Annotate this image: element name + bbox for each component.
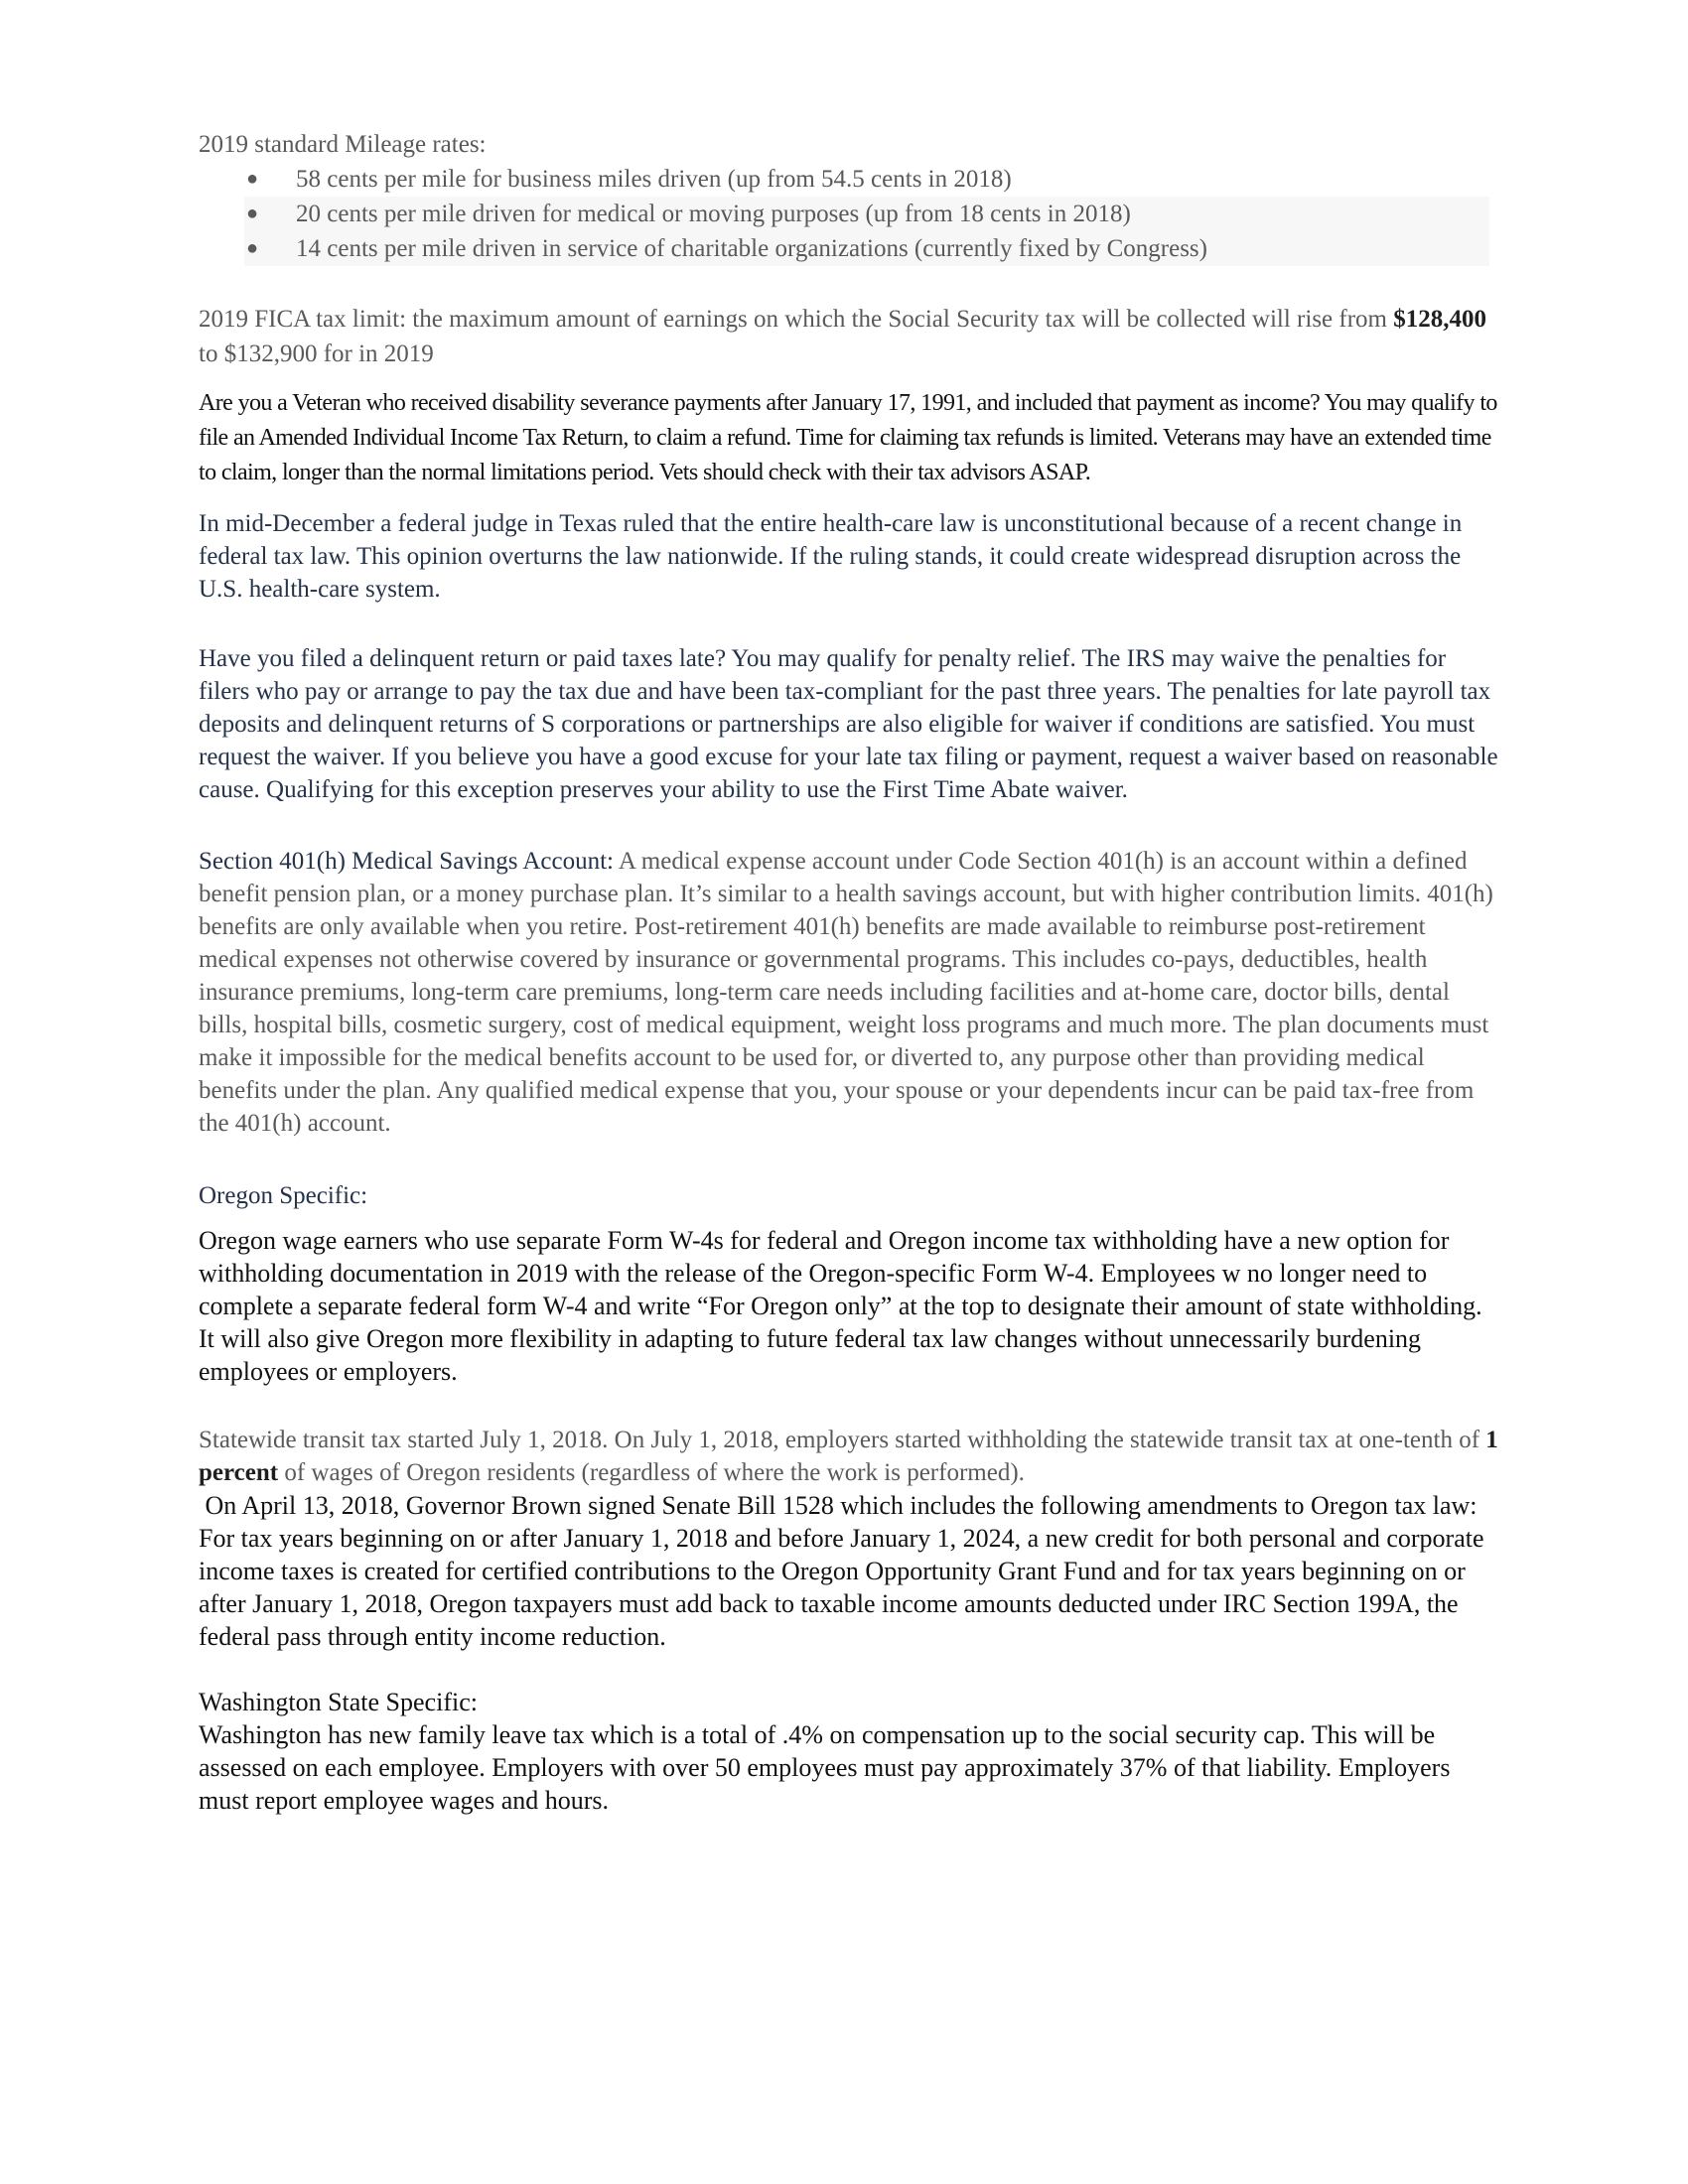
fica-text-before: 2019 FICA tax limit: the maximum amount of earnings on which the Social Security tax will be collected will rise from (199, 306, 1394, 333)
mileage-item-text: 58 cents per mile for business miles driven (up from 54.5 cents in 2018) (296, 166, 1012, 193)
list-item (199, 162, 1499, 197)
fica-bold-amount: $128,400 (1393, 306, 1486, 333)
medical-savings-text: A medical expense account under Code Section 401(h) is an account within a defined benefit pension plan, or a money purchase plan. It’s similar to a health savings account, but with higher contribution limits. 401(h) benefits are only available when you retire. Post-retirement 401(h) benefits are made available to reimburse post-retirement medical expenses not otherwise covered by insurance or governmental programs. This includes co-pays, deductibles, health insurance premiums, long-term care premiums, long-term care needs including facilities and at-home care, doctor bills, dental bills, hospital bills, cosmetic surgery, cost of medical equipment, weight loss programs and much more. The plan documents must make it impossible for the medical benefits account to be used for, or diverted to, any purpose other than providing medical benefits under the plan. Any qualified medical expense that you, your spouse or your dependents incur can be paid tax-free from the 401(h) account. (199, 848, 1493, 1137)
fica-paragraph (199, 302, 1499, 371)
transit-bold-percent: 1 percent (199, 1427, 1498, 1486)
transit-text-after: of wages of Oregon residents (regardless of where the work is performed). (278, 1459, 1025, 1486)
penalty-relief-paragraph: Have you filed a delinquent return or paid taxes late? You may qualify for penalty relief. The IRS may waive the penalties for filers who pay or arrange to pay the tax due and have been tax-compliant for the past three years. The penalties for late payroll tax deposits and delinquent returns of S corporations or partnerships are also eligible for waiver if conditions are satisfied. You must request the waiver. If you believe you have a good excuse for your late tax filing or payment, request a waiver based on reasonable cause. Qualifying for this exception preserves your ability to use the First Time Abate waiver. (199, 645, 1498, 803)
bullet-icon: ● (246, 237, 259, 259)
medical-savings-paragraph (199, 845, 1499, 1140)
oregon-heading: Oregon Specific: (199, 1182, 368, 1209)
list-item (244, 197, 1489, 231)
mileage-rates-title: 2019 standard Mileage rates: (199, 131, 487, 158)
list-item (244, 231, 1489, 266)
medical-savings-heading: Section 401(h) Medical Savings Account: (199, 848, 614, 875)
washington-paragraph: Washington has new family leave tax which is a total of .4% on compensation up to the social security cap. This will be assessed on each employee. Employers with over 50 employees must pay approximately 37% of that liability. Employers must report employee wages and hours. (199, 1720, 1451, 1815)
mileage-item-text: 14 cents per mile driven in service of charitable organizations (currently fixed by Congress) (296, 235, 1207, 262)
veteran-paragraph: Are you a Veteran who received disability severance payments after January 17, 1991, and included that payment as income? You may qualify to file an Amended Individual Income Tax Return, to claim a refund. Time for claiming tax refunds is limited. Veterans may have an extended time to claim, longer than the normal limitations period. Vets should check with their tax advisors ASAP. (199, 390, 1497, 485)
mileage-item-text: 20 cents per mile driven for medical or moving purposes (up from 18 cents in 2018) (296, 201, 1131, 227)
mileage-rates-list (199, 162, 1499, 266)
document-page (199, 127, 1499, 1817)
transit-text-before: Statewide transit tax started July 1, 2018. On July 1, 2018, employers started withholding the statewide transit tax at one-tenth of (199, 1427, 1486, 1453)
health-care-ruling-paragraph: In mid-December a federal judge in Texas ruled that the entire health-care law is unconstitutional because of a recent change in federal tax law. This opinion overturns the law nationwide. If the ruling stands, it could create widespread disruption across the U.S. health-care system. (199, 510, 1463, 603)
fica-text-after: to $132,900 for in 2019 (199, 341, 434, 367)
oregon-senate-bill-paragraph: On April 13, 2018, Governor Brown signed Senate Bill 1528 which includes the following amendments to Oregon tax law: For tax years beginning on or after January 1, 2018 and before January 1, 2024, a new credit for both personal and corporate income taxes is created for certified contributions to the Oregon Opportunity Grant Fund and for tax years beginning on or after January 1, 2018, Oregon taxpayers must add back to taxable income amounts deducted under IRC Section 199A, the federal pass through entity income reduction. (199, 1491, 1497, 1651)
oregon-transit-paragraph (199, 1424, 1499, 1489)
bullet-icon: ● (246, 203, 259, 224)
oregon-w4-paragraph: Oregon wage earners who use separate Form W-4s for federal and Oregon income tax withholding have a new option for withholding documentation in 2019 with the release of the Oregon-specific Form W-4. Employees w no longer need to complete a separate federal form W-4 and write “For Oregon only” at the top to designate their amount of state withholding. It will also give Oregon more flexibility in adapting to future federal tax law changes without unnecessarily burdening employees or employers. (199, 1226, 1482, 1386)
washington-heading: Washington State Specific: (199, 1688, 478, 1716)
bullet-icon: ● (246, 168, 259, 190)
